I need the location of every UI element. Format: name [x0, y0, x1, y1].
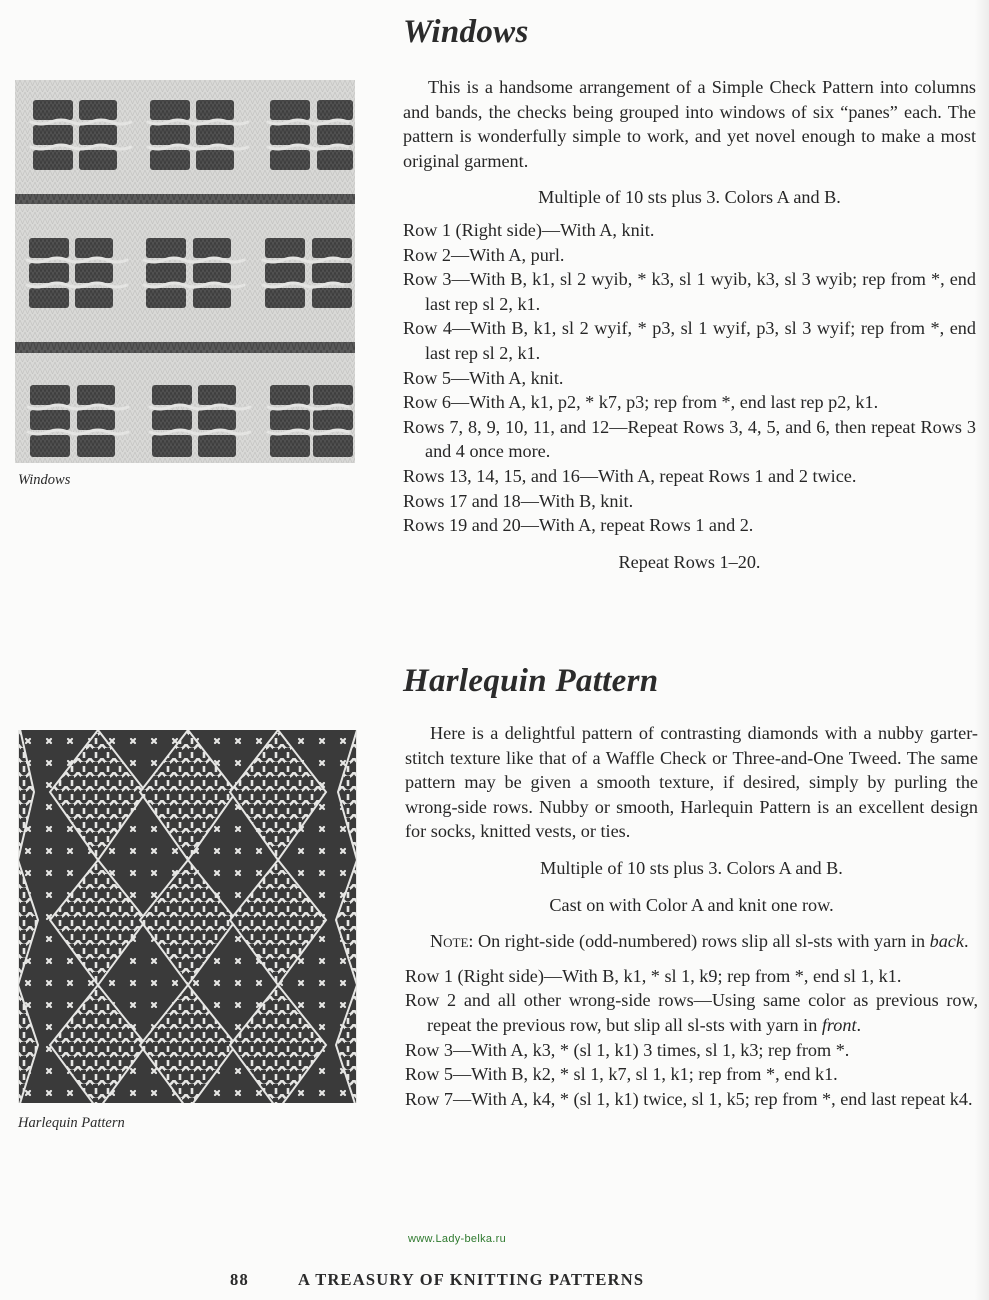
- harlequin-cast-on: Cast on with Color A and knit one row.: [549, 894, 834, 915]
- windows-multiple: Multiple of 10 sts plus 3. Colors A and B.: [538, 187, 841, 208]
- harlequin-intro: Here is a delightful pattern of contrasting diamonds with a nubby garter-stitch texture like that of a Waffle Check or Three-and-One Tweed. The same pattern may be given a smooth texture, if desired, simply by purling the wrong-side rows. Nubby or smooth, Harlequin Pattern is an excellent design for socks, knitted vests, or ties.: [405, 723, 978, 842]
- harlequin-multiple: Multiple of 10 sts plus 3. Colors A and B.: [540, 857, 843, 878]
- windows-row: Rows 7, 8, 9, 10, 11, and 12—Repeat Rows 3, 4, 5, and 6, then repeat Rows 3 and 4 once more.: [403, 416, 976, 462]
- harlequin-body: [405, 721, 978, 1111]
- windows-row-list: [403, 218, 976, 538]
- windows-row: Rows 19 and 20—With A, repeat Rows 1 and 2.: [403, 515, 754, 536]
- harlequin-row: Row 7—With A, k4, * (sl 1, k1) twice, sl 1, k5; rep from *, end last repeat k4.: [405, 1088, 973, 1109]
- harlequin-row-list: [405, 964, 978, 1112]
- page-footer: [230, 1270, 644, 1290]
- windows-row: Row 4—With B, k1, sl 2 wyif, * p3, sl 1 wyif, p3, sl 3 wyif; rep from *, end last rep sl 2, k1.: [403, 318, 976, 363]
- running-footer: A TREASURY OF KNITTING PATTERNS: [298, 1270, 645, 1289]
- windows-image-caption: Windows: [18, 472, 71, 488]
- note-label: Note: [430, 931, 469, 952]
- windows-repeat: Repeat Rows 1–20.: [618, 551, 761, 572]
- windows-title: Windows: [403, 14, 529, 50]
- harlequin-row: Row 2 and all other wrong-side rows—Using same color as previous row, repeat the previous row, but slip all sl-sts with yarn in front.: [405, 990, 978, 1035]
- windows-intro: This is a handsome arrangement of a Simple Check Pattern into columns and bands, the checks being grouped into windows of six “panes” each. The pattern is wonderfully simple to work, and yet novel enough to make a most original garment.: [403, 77, 976, 171]
- watermark-link[interactable]: www.Lady-belka.ru: [408, 1233, 507, 1245]
- harlequin-swatch-image: [18, 730, 357, 1103]
- harlequin-row: Row 3—With A, k3, * (sl 1, k1) 3 times, sl 1, k3; rep from *.: [405, 1039, 850, 1060]
- windows-row: Rows 17 and 18—With B, knit.: [403, 490, 634, 511]
- harlequin-image-caption: Harlequin Pattern: [18, 1115, 125, 1131]
- windows-row: Row 6—With A, k1, p2, * k7, p3; rep from *, end last rep p2, k1.: [403, 392, 879, 413]
- windows-row: Row 5—With A, knit.: [403, 367, 564, 388]
- page-number: 88: [230, 1270, 249, 1289]
- windows-row: Rows 13, 14, 15, and 16—With A, repeat Rows 1 and 2 twice.: [403, 465, 857, 486]
- windows-row: Row 3—With B, k1, sl 2 wyib, * k3, sl 1 wyib, k3, sl 3 wyib; rep from *, end last rep sl 2, k1.: [403, 269, 976, 314]
- windows-body: [403, 75, 976, 574]
- windows-row: Row 1 (Right side)—With A, knit.: [403, 219, 655, 240]
- harlequin-title: Harlequin Pattern: [403, 663, 659, 699]
- windows-row: Row 2—With A, purl.: [403, 244, 565, 265]
- harlequin-note: Note: On right-side (odd-numbered) rows slip all sl-sts with yarn in back.: [430, 931, 969, 952]
- harlequin-row: Row 1 (Right side)—With B, k1, * sl 1, k9; rep from *, end sl 1, k1.: [405, 965, 902, 986]
- windows-swatch-image: [15, 80, 355, 463]
- harlequin-row: Row 5—With B, k2, * sl 1, k7, sl 1, k1; rep from *, end k1.: [405, 1064, 838, 1085]
